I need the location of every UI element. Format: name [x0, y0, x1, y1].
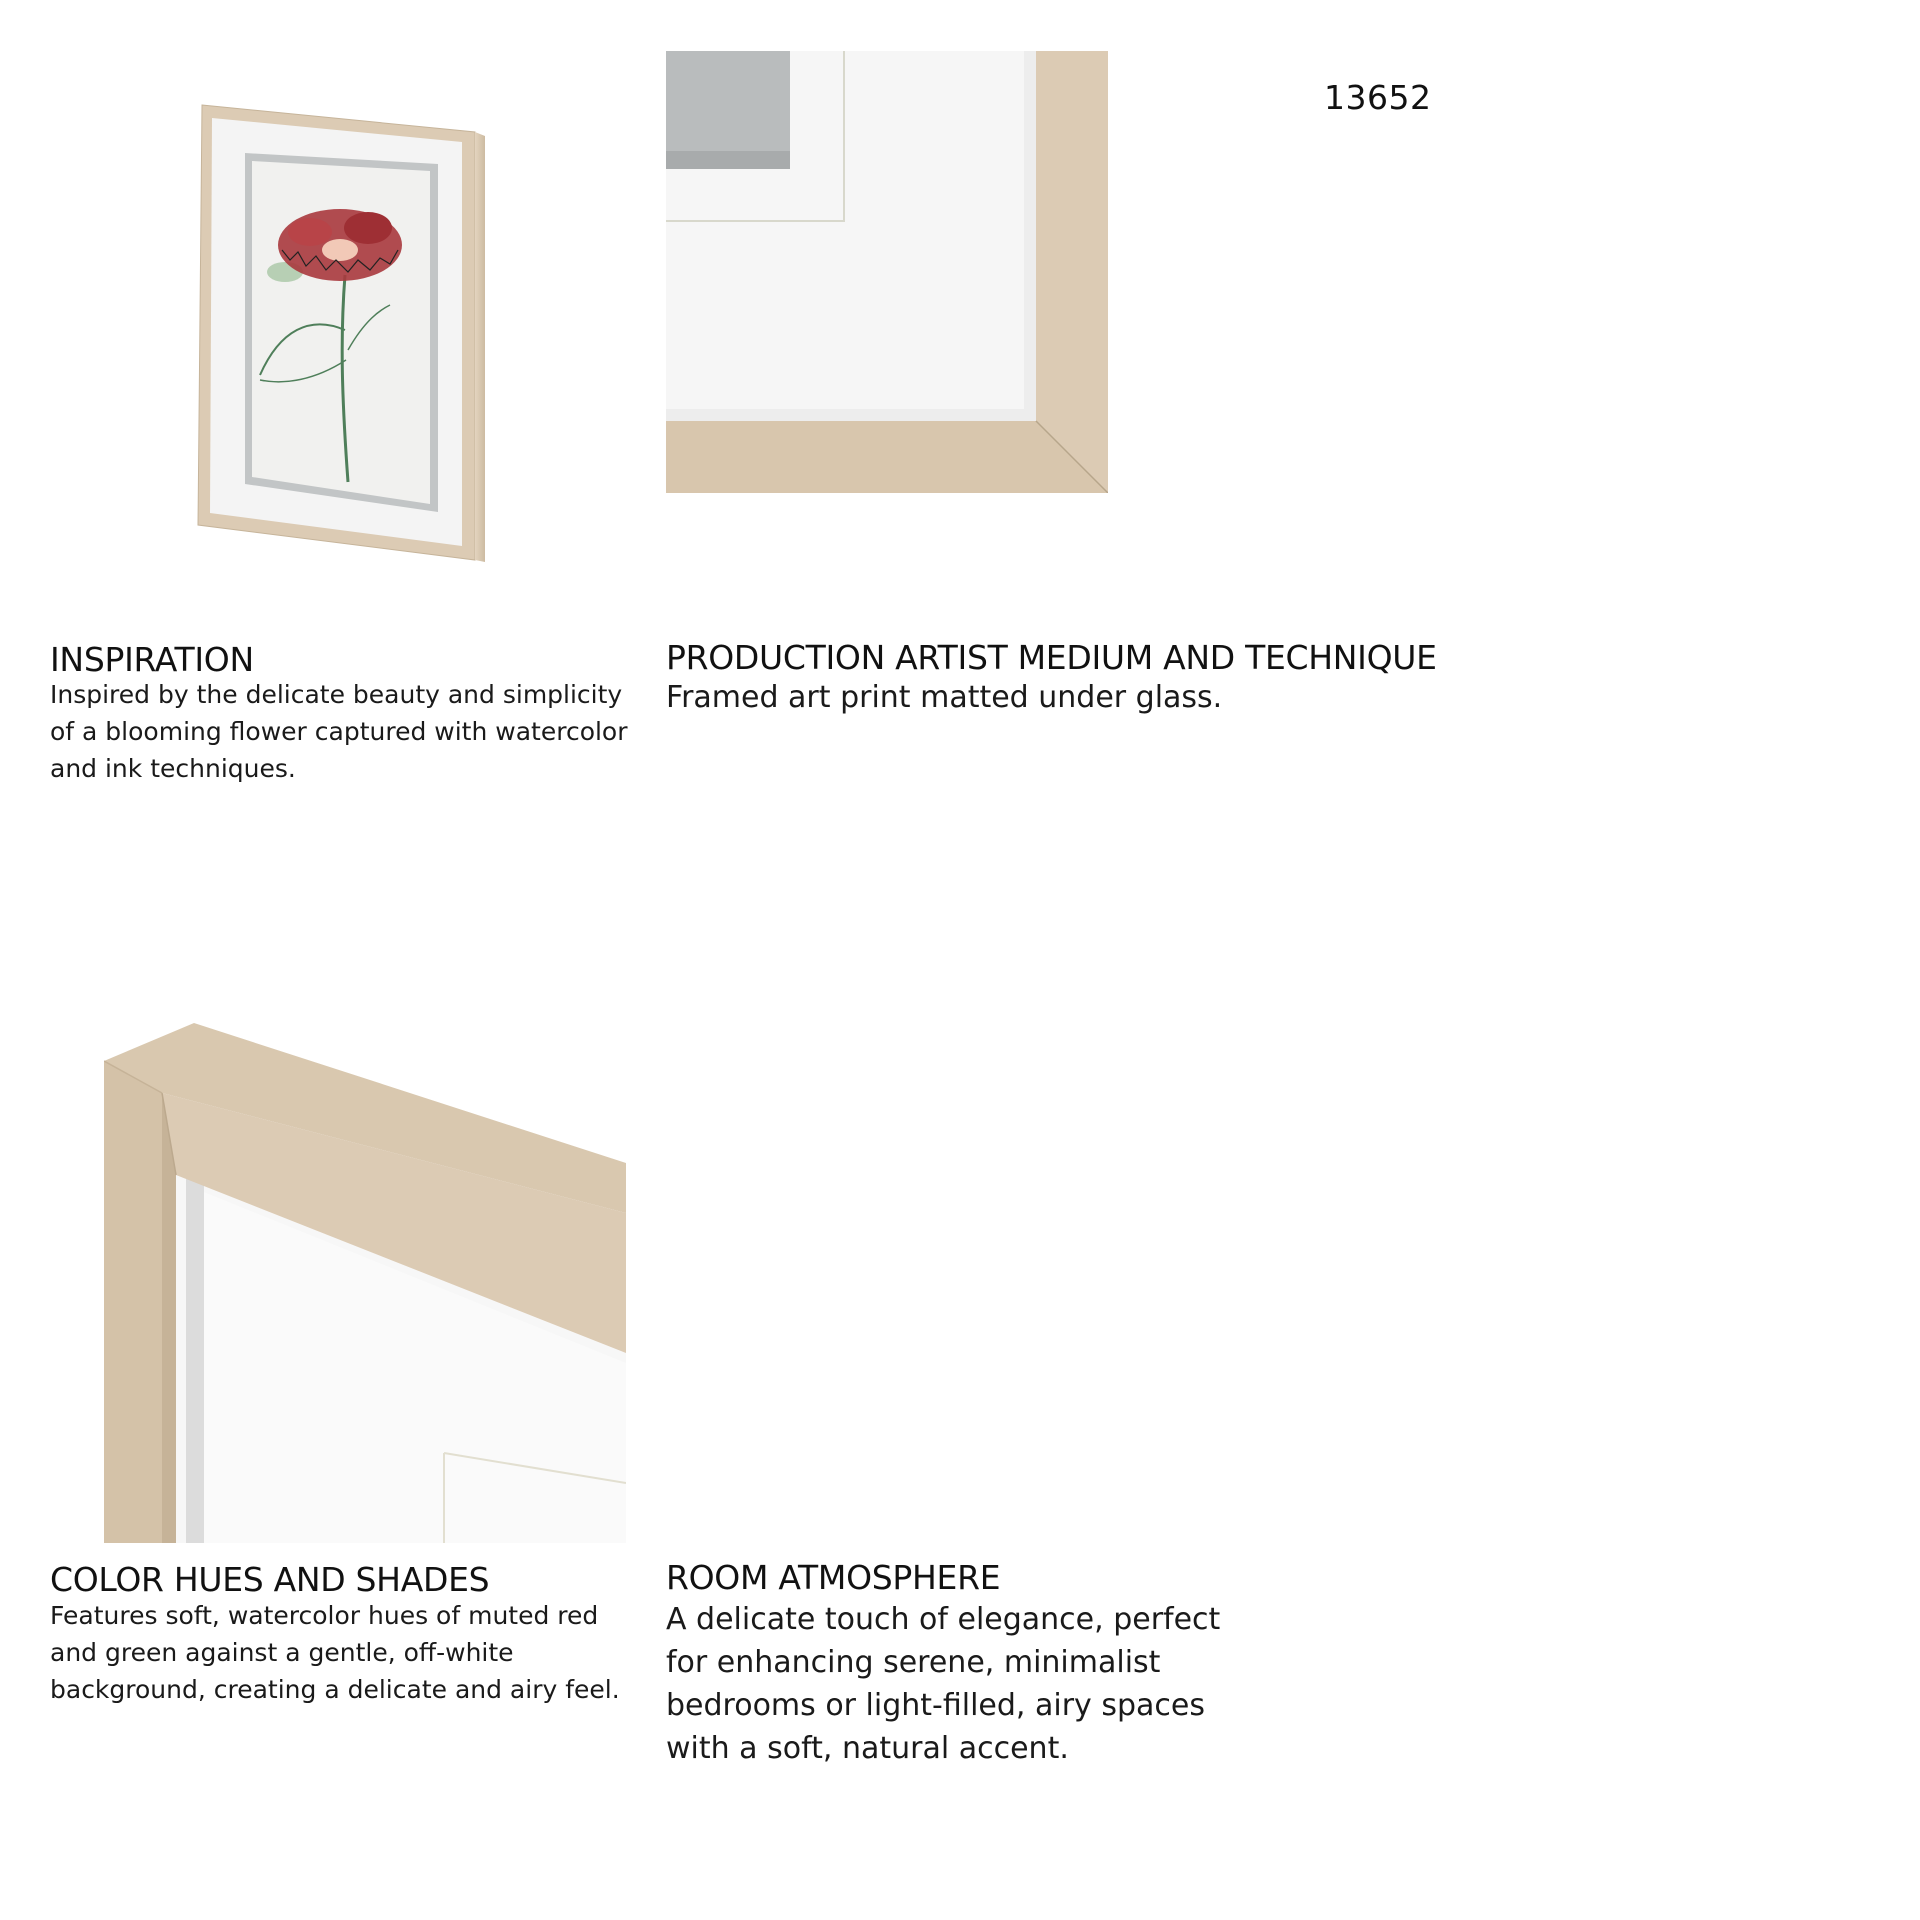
color-hues-heading: COLOR HUES AND SHADES — [50, 1560, 490, 1599]
room-atmosphere-heading: ROOM ATMOSPHERE — [666, 1558, 1001, 1597]
framed-print-image — [190, 100, 490, 570]
product-code: 13652 — [1324, 78, 1432, 117]
frame-angled-corner-image — [104, 1023, 626, 1543]
color-hues-text: Features soft, watercolor hues of muted red and green against a gentle, off-white background, creating a delicate and airy feel. — [50, 1601, 620, 1704]
inspiration-heading: INSPIRATION — [50, 640, 254, 679]
inspiration-text: Inspired by the delicate beauty and simplicity of a blooming flower captured with watercolor and ink techniques. — [50, 680, 628, 783]
frame-corner-closeup-image — [666, 51, 1108, 493]
room-atmosphere-text: A delicate touch of elegance, perfect for enhancing serene, minimalist bedrooms or light-filled, airy spaces with a soft, natural accent. — [666, 1602, 1221, 1766]
production-heading: PRODUCTION ARTIST MEDIUM AND TECHNIQUE — [666, 638, 1437, 677]
production-text: Framed art print matted under glass. — [666, 680, 1223, 715]
